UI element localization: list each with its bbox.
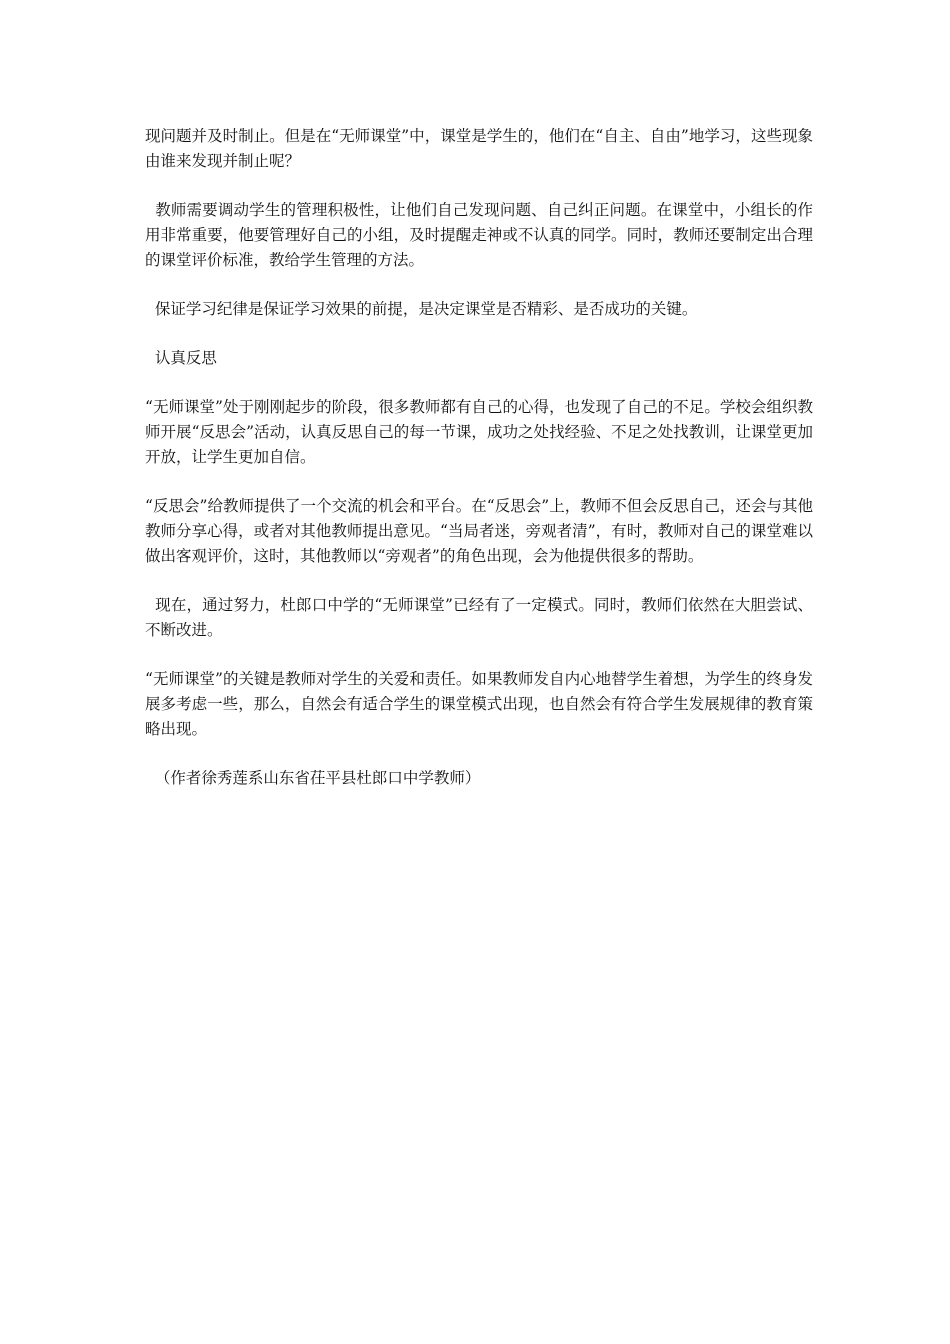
paragraph-3: 保证学习纪律是保证学习效果的前提，是决定课堂是否精彩、是否成功的关键。 [145,300,698,318]
section-heading-reflection: 认真反思 [145,349,217,367]
paragraph-1: 现问题并及时制止。但是在“无师课堂”中，课堂是学生的，他们在“自主、自由”地学习，这些现象由谁来发现并制止呢？ [145,127,813,170]
article-body [145,124,813,815]
author-note: （作者徐秀莲系山东省茌平县杜郎口中学教师） [145,769,481,787]
paragraph-8: “无师课堂”的关键是教师对学生的关爱和责任。如果教师发自内心地替学生着想，为学生的终身发展多考虑一些，那么，自然会有适合学生的课堂模式出现，也自然会有符合学生发展规律的教育策略出现。 [145,670,813,738]
paragraph-7: 现在，通过努力，杜郎口中学的“无师课堂”已经有了一定模式。同时，教师们依然在大胆尝试、不断改进。 [145,596,813,639]
paragraph-2: 教师需要调动学生的管理积极性，让他们自己发现问题、自己纠正问题。在课堂中，小组长的作用非常重要，他要管理好自己的小组，及时提醒走神或不认真的同学。同时，教师还要制定出合理的课堂评价标准，教给学生管理的方法。 [145,201,813,269]
paragraph-5: “无师课堂”处于刚刚起步的阶段，很多教师都有自己的心得，也发现了自己的不足。学校会组织教师开展“反思会”活动，认真反思自己的每一节课，成功之处找经验、不足之处找教训，让课堂更加开放，让学生更加自信。 [145,398,813,466]
paragraph-6: “反思会”给教师提供了一个交流的机会和平台。在“反思会”上，教师不但会反思自己，还会与其他教师分享心得，或者对其他教师提出意见。“当局者迷，旁观者清”，有时，教师对自己的课堂难以做出客观评价，这时，其他教师以“旁观者”的角色出现，会为他提供很多的帮助。 [145,497,813,565]
